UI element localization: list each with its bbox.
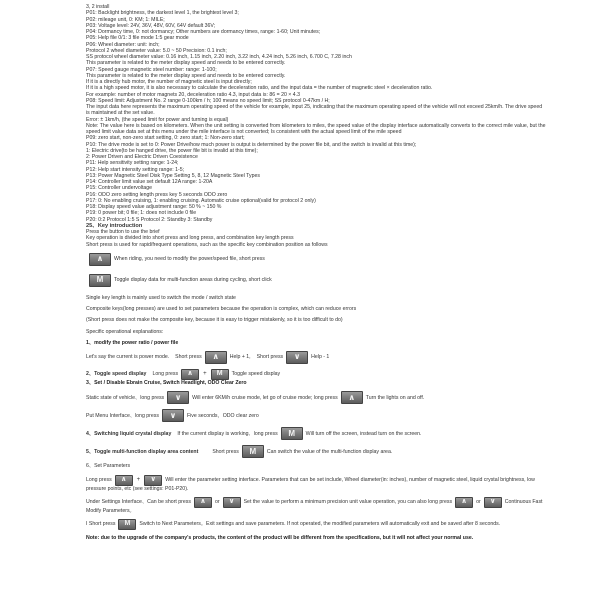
settings-line: SS protocol wheel diameter value: 0.16 inch, 1.15 inch, 2.20 inch, 3.22 inch, 4.24 inch, 5.26 inch, 6.700 C, 7.28 inch (86, 54, 352, 60)
settings-section (86, 4, 592, 223)
settings-line: P07: Speed gauge magnetic steel number: range: 1-100; (86, 66, 217, 73)
settings-nav-row (86, 497, 592, 508)
op2-text: Long press (152, 371, 179, 378)
settings-nav-text: Set the value to perform a minimum precision unit value operation, you can also long press (243, 499, 453, 506)
settings-line: P06: Wheel diameter: unit: inch; (86, 41, 160, 48)
settings-line: P12: Help start intensity setting range: 1-5; (86, 166, 185, 173)
settings-line: P18: Display speed value adjustment range: 50 % ~ 150 % (86, 204, 222, 210)
m-key-icon: M (118, 519, 136, 530)
odo-text: Put Menu Interface、long press (86, 412, 159, 419)
op1-text: Short press (175, 354, 202, 361)
general-line: (Short press does not make the composite key, because it is easy to trigger mistakenly, so it is too difficult to do) (86, 317, 343, 324)
settings-nav-text: Under Settings Interface、Can be short press (86, 499, 191, 506)
down-key-icon: ∨ (223, 497, 241, 508)
op6-title: 6、Set Parameters (86, 463, 131, 470)
op6-text: Long press (86, 476, 112, 483)
odo-row (86, 409, 592, 422)
down-key-icon: ∨ (167, 391, 189, 404)
settings-line: P01: Backlight brightness, the darkest level 1, the brightest level 3; (86, 10, 239, 17)
op3-text: Will enter 6KM/h cruise mode, let go of cruise mode; long press (192, 394, 338, 401)
settings-line: P15: Controller undervoltage (86, 185, 153, 192)
settings-line: This parameter is related to the meter display speed and needs to be entered correctly. (86, 72, 286, 79)
op3-row (86, 391, 592, 404)
settings-line: P20: 0:2 Protocol 1:5 S Protocol 2: Standby 3: Standby (86, 216, 213, 223)
m-key-icon: M (211, 369, 229, 380)
settings-line: P02: mileage unit, 0: KM; 1: MILE; (86, 16, 165, 23)
op5-title: 5、Toggle multi-function display area content (86, 448, 199, 455)
op1-text: Short press (256, 354, 284, 361)
settings-line: is maintained at the set value. (86, 110, 155, 117)
m-key-icon: M (281, 427, 303, 440)
settings-line: 1: Electric drive(to be hanged drive, the power file bit is invalid at this time); (86, 147, 258, 154)
settings-line: The input data here represents the maximum operating speed of the vehicle for example, input 25, indicating that the maximum operating speed of the vehicle will not exceed 25km/h. The drive speed (86, 104, 543, 110)
op1-text: Help + 1, (229, 354, 251, 361)
op5-row (86, 445, 592, 458)
settings-line: Protocol 2 wheel diameter value: 5.0 ~ 50 Precision: 0.1 inch; (86, 47, 227, 54)
settings-line: P13: Power Magnetic Steel Disk Type Setting 5, 8, 12 Magnetic Steel Types (86, 172, 260, 179)
down-key-icon: ∨ (286, 351, 308, 364)
op5-text: Short press (212, 448, 239, 455)
op2-row: 2、Toggle speed display Long press ∧ + M Toggle speed display (86, 369, 592, 380)
op4-row (86, 427, 592, 440)
settings-line: P10: The drive mode is set to 0: Power Drive/how much power is output is determined by the power file bit, and the switch is invalid at this time); (86, 141, 417, 148)
general-line: Single key length is mainly used to switch the mode / switch state (86, 294, 236, 301)
settings-line: P03: Voltage level: 24V, 36V, 48V, 60V, 64V default 36V; (86, 22, 216, 29)
op3-title: 3、Set / Disable Ebrain Cruise, Switch Headlight, ODO Clear Zero (86, 380, 247, 386)
m-key-icon: M (89, 274, 111, 287)
settings-line: For example: number of motor magnets 20, deceleration ratio 4.3, input data is: 86 = 20 × 4.3 (86, 91, 300, 98)
settings-line: speed limit value data set at this menu under the mile interface is not converted; Is consistent with the actual speed limit of the mile speed (86, 129, 402, 135)
settings-line: If it is a directly hub motor, the number of magnetic steel is input directly; (86, 79, 252, 85)
down-key-icon: ∨ (484, 497, 502, 508)
footnote: Note: due to the upgrade of the company's products, the content of the product will be different from the specifications, but it will not affect your normal use. (86, 535, 474, 541)
settings-nav-text: or (214, 499, 220, 506)
key-intro-line: Key operation is divided into short press and long press, and combination key length press (86, 235, 294, 242)
key-intro-line: Short press is used for rapid/frequent operations, such as the specific key combination position as follows (86, 241, 328, 248)
op6-row: Long press ∧ + ∨ Will enter the parameter setting interface. Parameters that can be set include, Wheel diameter(in: inches), number of magnetic steel, liquid crystal brightness, low (86, 475, 592, 486)
op6-text: Will enter the parameter setting interface. Parameters that can be set include, Wheel diameter(in: inches), number of magnetic steel, liquid crystal brightness, low (165, 476, 535, 483)
op3-text: Turn the lights on and off. (365, 394, 425, 401)
up-key-icon: ∧ (341, 391, 363, 404)
settings-line: If it is a high speed motor, it is also necessary to calculate the deceleration ratio, and the input data = the number of magnetic steel × deceleration ratio. (86, 85, 433, 92)
m-key-icon: M (242, 445, 264, 458)
odo-text: Five seconds，ODO clear zero (186, 412, 259, 419)
settings-line: P17: 0: No enabling cruising, 1: enabling cruising. Automatic cruise optional(valid for protocol 2 only) (86, 197, 316, 204)
modify-params-text: Modify Parameters。 (86, 507, 135, 514)
section-heading: 3, 2 install (86, 4, 110, 10)
settings-line: P14: Controller limit value set default 12A range: 1-20A (86, 179, 213, 185)
up-key-icon: ∧ (181, 369, 199, 380)
up-key-icon: ∧ (194, 497, 212, 508)
up-key-icon: ∧ (205, 351, 227, 364)
op4-text: If the current display is working、long press (177, 430, 278, 437)
settings-line: P04: Dormancy time, 0: not dormancy; Other numbers are dormancy times, range: 1-60; Unit minutes; (86, 29, 321, 35)
op1-text: Let's say the current is power mode. (86, 354, 170, 361)
key-intro-title: 25、Key introduction (86, 222, 143, 229)
up-key-row (86, 253, 592, 266)
op4-text: Will turn off the screen, instead turn on the screen. (305, 430, 422, 437)
settings-line: P11: Help sensitivity setting range: 1-24; (86, 160, 179, 167)
op2-text: Toggle speed display (231, 371, 281, 378)
save-row (86, 519, 592, 530)
key-intro-line: Press the button to use the brief (86, 229, 160, 235)
op4-title: 4、Switching liquid crystal display (86, 430, 172, 437)
settings-line: This parameter is related to the meter display speed and needs to be entered correctly. (86, 60, 286, 67)
settings-line: P19: 0 power bit; 0 file; 1: does not include 0 file (86, 210, 197, 217)
save-text: I Short press (86, 521, 116, 528)
settings-line: Error: ± 1km/h, (the speed limit for power and turning is equal) (86, 116, 229, 123)
up-key-desc: When riding, you need to modify the power/speed file, short press (114, 256, 265, 263)
up-key-icon: ∧ (115, 475, 133, 486)
settings-nav-text: or (476, 499, 481, 506)
op1-title: 1、modify the power ratio / power file (86, 339, 179, 346)
settings-nav-text: Continuous Fast (504, 499, 543, 506)
op2-title: 2、Toggle speed display (86, 371, 147, 378)
general-line: Specific operational explanations: (86, 328, 164, 335)
m-key-desc: Toggle display data for multi-function areas during cycling, short click (114, 277, 272, 284)
op3-text: Static state of vehicle、long press (86, 394, 165, 401)
settings-line: P05: Help file 0/1: 3 file mode 1:5 gear mode (86, 35, 189, 42)
op1-row (86, 351, 592, 364)
op5-text: Can switch the value of the multi-function display area. (266, 448, 393, 455)
settings-line: P08: Speed limit: Adjustment No. 2 range 0-100km / h; 100 means no speed limit; SS protocol 0-47km / H; (86, 97, 330, 104)
up-key-icon: ∧ (89, 253, 111, 266)
m-key-row (86, 274, 592, 287)
settings-line: P09: zero start, non-zero start setting, 0: zero start; 1: Non-zero start; (86, 135, 245, 142)
up-key-icon: ∧ (455, 497, 473, 508)
down-key-icon: ∨ (162, 409, 184, 422)
save-text: Switch to Next Parameters。Exit settings and save parameters. If not operated, the modified parameters will automatically exit and be saved after 8 seconds. (139, 521, 501, 528)
general-line: Composite keys(long presses) are used to set parameters because the operation is complex, which can reduce errors (86, 306, 357, 312)
op1-text: Help - 1 (311, 354, 330, 361)
settings-line: P16: ODO zero setting length press key 5 seconds ODO zero (86, 191, 228, 198)
settings-line: 2: Power Driven and Electric Driven Coexistence (86, 154, 198, 160)
op6-text: pressure points, etc (see settings: P01-P20). (86, 485, 189, 492)
settings-line: Note: The value here is based on kilometers. When the unit setting is converted from kilometers to miles, the speed value of the display interface automatically converts to the correct mile value, but the (86, 122, 546, 129)
down-key-icon: ∨ (144, 475, 162, 486)
